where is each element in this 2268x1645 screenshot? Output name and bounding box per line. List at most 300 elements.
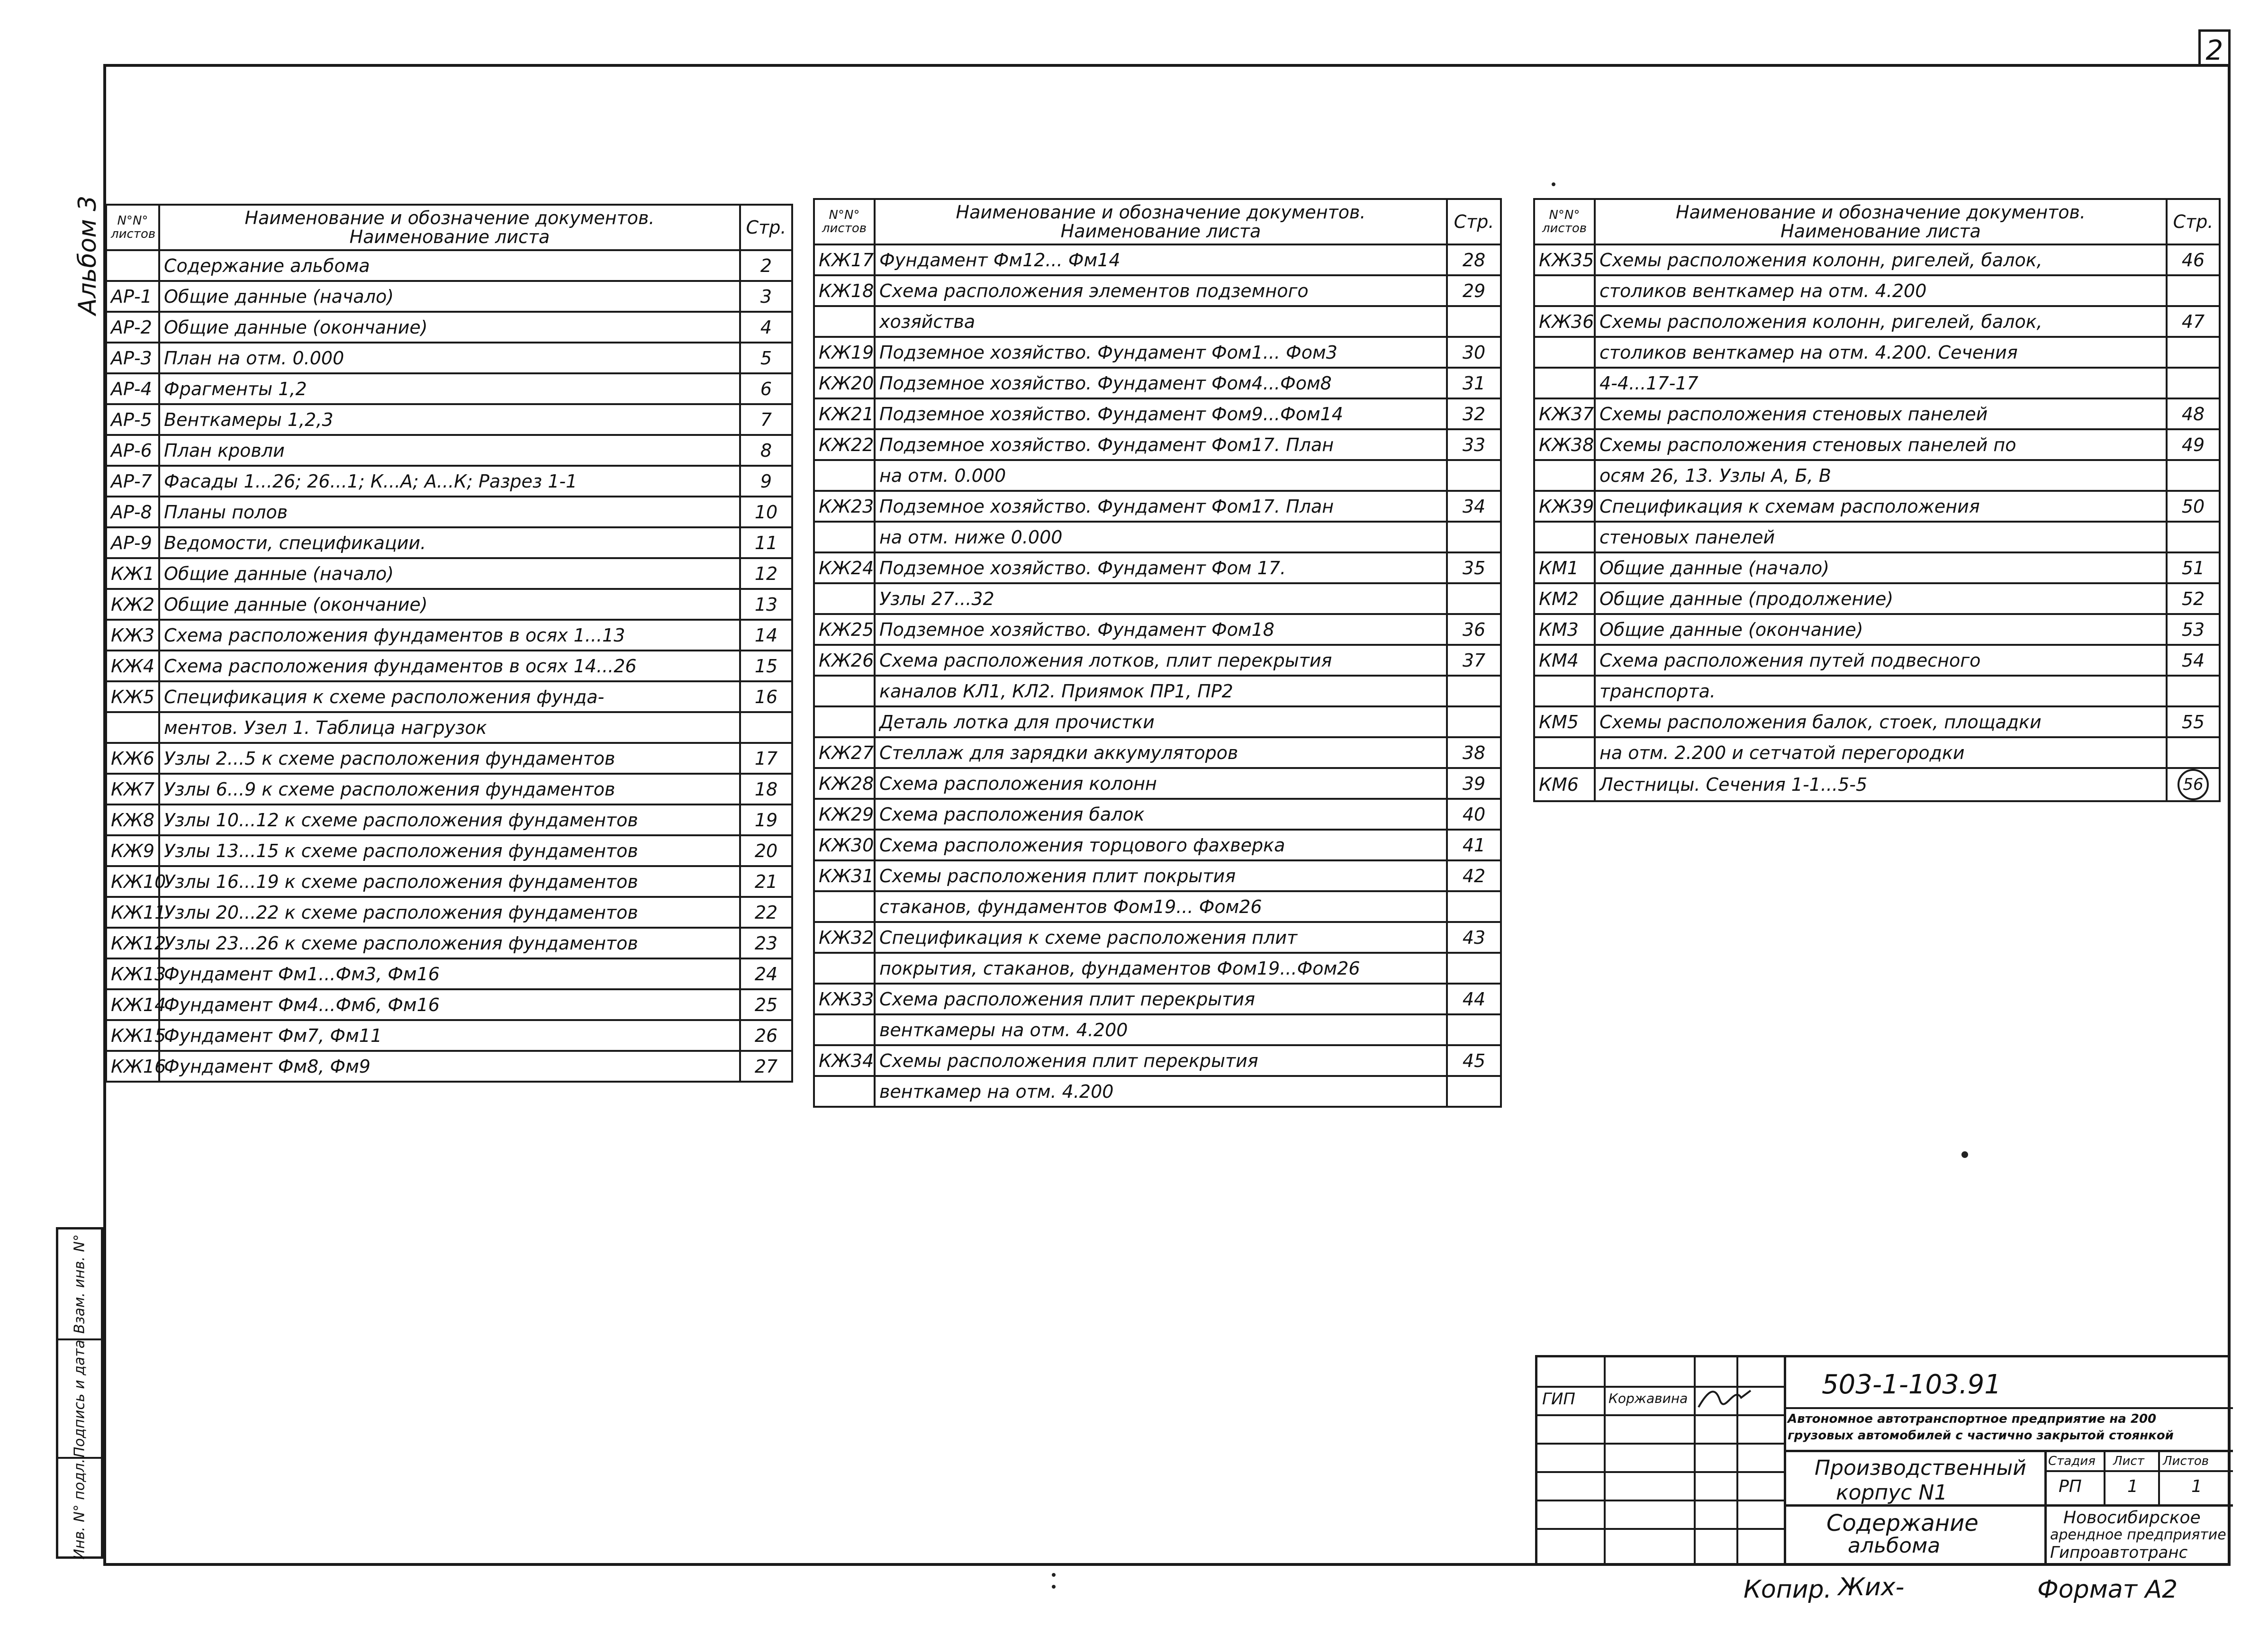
sheet-name: Узлы 2...5 к схеме расположения фундаментов <box>159 743 740 774</box>
sheet-name: Схемы расположения колонн, ригелей, балок, <box>1595 244 2167 275</box>
table-row <box>106 712 792 743</box>
sheet-name: Схемы расположения плит покрытия <box>875 860 1447 891</box>
header-num: N°N° листов <box>106 205 159 250</box>
sheet-name: Схема расположения плит перекрытия <box>875 984 1447 1014</box>
sheet-page: 13 <box>740 589 792 620</box>
sheet-code: КЖ8 <box>106 804 159 835</box>
scan-speck <box>1052 1573 1056 1577</box>
sheet-page <box>2167 368 2220 398</box>
scan-speck <box>1552 182 1555 186</box>
table-row <box>814 706 1501 737</box>
signature-mark <box>1696 1381 1753 1414</box>
sheet-code: КМ2 <box>1534 583 1595 614</box>
sheet-name: хозяйства <box>875 306 1447 337</box>
sheet-page: 15 <box>740 651 792 681</box>
sheet-name: Фасады 1...26; 26...1; К...А; А...К; Разрез 1-1 <box>159 466 740 497</box>
sheet-name: Общие данные (начало) <box>159 281 740 312</box>
sheet-name: Фундамент Фм4...Фм6, Фм16 <box>159 989 740 1020</box>
sheet-name: стаканов, фундаментов Фом19... Фом26 <box>875 891 1447 922</box>
table-row <box>106 558 792 589</box>
sheet-name: Общие данные (начало) <box>159 558 740 589</box>
sheet-code <box>1534 337 1595 368</box>
sheet-code: КЖ19 <box>814 337 875 368</box>
sheet-code: КМ4 <box>1534 645 1595 676</box>
header-name: Наименование и обозначение документов. Наименование листа <box>875 199 1447 244</box>
sheet-page: 44 <box>1447 984 1501 1014</box>
sheet-name: Ведомости, спецификации. <box>159 527 740 558</box>
album-label: Альбом 3 <box>73 195 102 315</box>
table-row <box>106 527 792 558</box>
table-row <box>1534 491 2220 522</box>
doc-title-line-2: альбома <box>1848 1534 1941 1558</box>
sheet-name: на отм. ниже 0.000 <box>875 522 1447 552</box>
table-row <box>1534 676 2220 706</box>
sheet-page: 10 <box>740 497 792 527</box>
sheet-code: КЖ35 <box>1534 244 1595 275</box>
sheet-code: КЖ24 <box>814 552 875 583</box>
sheet-page <box>1447 522 1501 552</box>
doc-title-line-1: Содержание <box>1826 1510 1979 1537</box>
sheet-name: План кровли <box>159 435 740 466</box>
org-line-3: Гипроавтотранс <box>2050 1543 2188 1562</box>
sheet-number: 2 <box>2198 29 2231 66</box>
sheet-name: Схема расположения путей подвесного <box>1595 645 2167 676</box>
sheet-name: венткамеры на отм. 4.200 <box>875 1014 1447 1045</box>
copied-signature: Жих- <box>1838 1573 1905 1601</box>
sheet-code <box>814 676 875 706</box>
table-row <box>106 866 792 897</box>
sheet-name: на отм. 2.200 и сетчатой перегородки <box>1595 737 2167 768</box>
table-row <box>1534 306 2220 337</box>
org-line-2: арендное предприятие <box>2050 1527 2226 1543</box>
sheet-page: 40 <box>1447 799 1501 830</box>
sheet-page: 53 <box>2167 614 2220 645</box>
table-row <box>106 681 792 712</box>
sheet-name: покрытия, стаканов, фундаментов Фом19...Фом26 <box>875 953 1447 984</box>
table-row <box>814 398 1501 429</box>
sheet-code: КЖ37 <box>1534 398 1595 429</box>
table-row <box>814 799 1501 830</box>
sheet-code <box>814 891 875 922</box>
table-row <box>106 589 792 620</box>
sheet-code <box>106 712 159 743</box>
sheet-page: 36 <box>1447 614 1501 645</box>
table-row <box>814 429 1501 460</box>
header-name: Наименование и обозначение документов. Наименование листа <box>1595 199 2167 244</box>
sheet-name: Общие данные (продолжение) <box>1595 583 2167 614</box>
sheet-name: Планы полов <box>159 497 740 527</box>
sheet-page: 29 <box>1447 275 1501 306</box>
sheet-code: КМ6 <box>1534 768 1595 801</box>
sheet-name: Общие данные (окончание) <box>159 589 740 620</box>
sheet-code: АР-8 <box>106 497 159 527</box>
sheet-page <box>1447 1014 1501 1045</box>
sheet-page: 12 <box>740 558 792 589</box>
sheet-code: КЖ22 <box>814 429 875 460</box>
sheet-page: 27 <box>740 1051 792 1082</box>
table-row <box>814 306 1501 337</box>
sheet-code: КЖ15 <box>106 1020 159 1051</box>
sheet-code: КМ3 <box>1534 614 1595 645</box>
table-row <box>106 620 792 651</box>
table-row <box>814 953 1501 984</box>
sheet-page <box>1447 306 1501 337</box>
table-row <box>814 891 1501 922</box>
sheet-page: 45 <box>1447 1045 1501 1076</box>
table-row <box>106 281 792 312</box>
table-row <box>814 676 1501 706</box>
sheet-page: 54 <box>2167 645 2220 676</box>
table-row <box>106 404 792 435</box>
sheet-name: Подземное хозяйство. Фундамент Фом4...Фом8 <box>875 368 1447 398</box>
sheet-name: 4-4...17-17 <box>1595 368 2167 398</box>
sheet-name: на отм. 0.000 <box>875 460 1447 491</box>
sheet-name: Схема расположения фундаментов в осях 1...13 <box>159 620 740 651</box>
header-page: Стр. <box>740 205 792 250</box>
sheet-page: 25 <box>740 989 792 1020</box>
sheet-code: КЖ9 <box>106 835 159 866</box>
sheet-page: 41 <box>1447 830 1501 860</box>
sheet-name: стеновых панелей <box>1595 522 2167 552</box>
sheet-page <box>2167 676 2220 706</box>
table-row <box>106 312 792 343</box>
sheet-code: КЖ18 <box>814 275 875 306</box>
scan-speck <box>1961 1151 1968 1158</box>
sheet-page: 34 <box>1447 491 1501 522</box>
table-row <box>1534 244 2220 275</box>
sheet-code: КЖ31 <box>814 860 875 891</box>
stamp-cell-signature: Подпись и дата <box>58 1338 101 1457</box>
format-label: Формат А2 <box>2037 1575 2178 1604</box>
sheet-code: КМ1 <box>1534 552 1595 583</box>
sheet-page: 4 <box>740 312 792 343</box>
header-page: Стр. <box>2167 199 2220 244</box>
sheet-page: 19 <box>740 804 792 835</box>
sheet-page: 49 <box>2167 429 2220 460</box>
sheets-value: 1 <box>2191 1477 2202 1496</box>
sheet-name: Узлы 13...15 к схеме расположения фундаментов <box>159 835 740 866</box>
sheet-code: АР-2 <box>106 312 159 343</box>
table-row <box>106 343 792 373</box>
table-row <box>814 460 1501 491</box>
table-row <box>814 244 1501 275</box>
sheets-label: Листов <box>2163 1454 2209 1468</box>
sheet-name: Схема расположения элементов подземного <box>875 275 1447 306</box>
sheet-code: КЖ39 <box>1534 491 1595 522</box>
sheet-code: КЖ33 <box>814 984 875 1014</box>
header-num: N°N° листов <box>1534 199 1595 244</box>
sheet-page <box>1447 891 1501 922</box>
sheet-code: АР-7 <box>106 466 159 497</box>
sheet-code: КЖ32 <box>814 922 875 953</box>
sheet-code: КЖ36 <box>1534 306 1595 337</box>
sheet-name: Содержание альбома <box>159 250 740 281</box>
table-row <box>1534 583 2220 614</box>
table-row <box>106 466 792 497</box>
sheet-name: Спецификация к схеме расположения плит <box>875 922 1447 953</box>
sheet-name: Узлы 16...19 к схеме расположения фундаментов <box>159 866 740 897</box>
header-page: Стр. <box>1447 199 1501 244</box>
sheet-page: 9 <box>740 466 792 497</box>
sheet-page <box>2167 337 2220 368</box>
sheet-page <box>1447 676 1501 706</box>
sheet-name: Фрагменты 1,2 <box>159 373 740 404</box>
sheet-name: Стеллаж для зарядки аккумуляторов <box>875 737 1447 768</box>
table-header <box>106 205 792 250</box>
sheet-name: Спецификация к схеме расположения фунда- <box>159 681 740 712</box>
sheet-code: КЖ4 <box>106 651 159 681</box>
sheet-page: 28 <box>1447 244 1501 275</box>
table-row <box>1534 275 2220 306</box>
sheet-name: Фундамент Фм8, Фм9 <box>159 1051 740 1082</box>
sheet-name: Подземное хозяйство. Фундамент Фом18 <box>875 614 1447 645</box>
sheet-page: 39 <box>1447 768 1501 799</box>
table-row <box>814 645 1501 676</box>
sheet-code: КЖ28 <box>814 768 875 799</box>
sheet-code: КЖ21 <box>814 398 875 429</box>
sheet-name: Общие данные (окончание) <box>159 312 740 343</box>
sheet-code: КЖ38 <box>1534 429 1595 460</box>
table-row <box>106 989 792 1020</box>
sheet-page: 20 <box>740 835 792 866</box>
table-row <box>1534 768 2220 801</box>
sheet-code: КЖ12 <box>106 928 159 958</box>
sheet-code: АР-1 <box>106 281 159 312</box>
sheet-page: 26 <box>740 1020 792 1051</box>
sheet-name: транспорта. <box>1595 676 2167 706</box>
table-row <box>814 737 1501 768</box>
sheet-name: Фундамент Фм12... Фм14 <box>875 244 1447 275</box>
sheet-page: 43 <box>1447 922 1501 953</box>
header-num: N°N° листов <box>814 199 875 244</box>
table-row <box>814 275 1501 306</box>
sheet-name: Подземное хозяйство. Фундамент Фом1... Фом3 <box>875 337 1447 368</box>
sheet-code: КЖ34 <box>814 1045 875 1076</box>
table-row <box>1534 645 2220 676</box>
sheet-name: Фундамент Фм1...Фм3, Фм16 <box>159 958 740 989</box>
sheet-page: 8 <box>740 435 792 466</box>
table-row <box>814 583 1501 614</box>
sheet-code <box>1534 522 1595 552</box>
sheet-code <box>814 706 875 737</box>
table-row <box>814 984 1501 1014</box>
table-row <box>1534 368 2220 398</box>
table-row <box>814 1076 1501 1107</box>
sheet-page: 38 <box>1447 737 1501 768</box>
sheet-code: КЖ13 <box>106 958 159 989</box>
table-header <box>1534 199 2220 244</box>
sheet-name: столиков венткамер на отм. 4.200. Сечения <box>1595 337 2167 368</box>
sheet-page: 35 <box>1447 552 1501 583</box>
sheet-page: 14 <box>740 620 792 651</box>
sheet-code: КЖ20 <box>814 368 875 398</box>
sheet-code: АР-6 <box>106 435 159 466</box>
sheet-page: 6 <box>740 373 792 404</box>
table-row <box>814 337 1501 368</box>
sheet-code <box>814 306 875 337</box>
sheet-page: 2 <box>740 250 792 281</box>
sheet-code <box>1534 676 1595 706</box>
sheet-page: 11 <box>740 527 792 558</box>
sheet-name: Узлы 10...12 к схеме расположения фундаментов <box>159 804 740 835</box>
sheet-code: АР-3 <box>106 343 159 373</box>
sheet-name: Венткамеры 1,2,3 <box>159 404 740 435</box>
table-row <box>1534 398 2220 429</box>
sheet-value: 1 <box>2127 1477 2138 1496</box>
sheet-name: Схемы расположения колонн, ригелей, балок, <box>1595 306 2167 337</box>
table-row <box>106 497 792 527</box>
circled-page-number: 56 <box>2178 769 2209 800</box>
sheet-code: КЖ16 <box>106 1051 159 1082</box>
sheet-page: 18 <box>740 774 792 804</box>
table-row <box>106 774 792 804</box>
person-name: Коржавина <box>1608 1391 1688 1406</box>
sheet-page <box>1447 706 1501 737</box>
scan-speck <box>1052 1585 1056 1589</box>
sheet-code: КЖ6 <box>106 743 159 774</box>
table-row <box>106 1020 792 1051</box>
sheet-code <box>814 1076 875 1107</box>
sheet-code <box>814 1014 875 1045</box>
table-row <box>106 743 792 774</box>
table-row <box>106 897 792 928</box>
project-line-1: Автономное автотранспортное предприятие на 200 <box>1788 1412 2157 1426</box>
sheet-name: Узлы 27...32 <box>875 583 1447 614</box>
table-row <box>1534 460 2220 491</box>
sheet-page: 22 <box>740 897 792 928</box>
sheet-code: КЖ2 <box>106 589 159 620</box>
sheet-name: Схема расположения балок <box>875 799 1447 830</box>
sheet-page <box>2167 737 2220 768</box>
sheet-page: 30 <box>1447 337 1501 368</box>
sheet-page <box>2167 522 2220 552</box>
table-row <box>814 1014 1501 1045</box>
sheet-name: Подземное хозяйство. Фундамент Фом 17. <box>875 552 1447 583</box>
sheet-page <box>1447 1076 1501 1107</box>
sheet-code: КЖ25 <box>814 614 875 645</box>
sheet-name: каналов КЛ1, КЛ2. Приямок ПР1, ПР2 <box>875 676 1447 706</box>
contents-table-1 <box>105 204 793 1083</box>
sheet-page: 16 <box>740 681 792 712</box>
table-row <box>814 614 1501 645</box>
table-row <box>1534 337 2220 368</box>
sheet-name: План на отм. 0.000 <box>159 343 740 373</box>
sheet-page: 31 <box>1447 368 1501 398</box>
sheet-code <box>106 250 159 281</box>
table-row <box>814 552 1501 583</box>
table-row <box>814 368 1501 398</box>
table-row <box>106 435 792 466</box>
sheet-name: Подземное хозяйство. Фундамент Фом9...Фом14 <box>875 398 1447 429</box>
sheet-code: КЖ17 <box>814 244 875 275</box>
document-code: 503-1-103.91 <box>1822 1369 2001 1400</box>
copied-label: Копир. <box>1744 1575 1832 1604</box>
sheet-page: 51 <box>2167 552 2220 583</box>
sheet-name: Схемы расположения балок, стоек, площадки <box>1595 706 2167 737</box>
sheet-page: 3 <box>740 281 792 312</box>
sheet-code: КЖ23 <box>814 491 875 522</box>
building-line-2: корпус N1 <box>1836 1481 1948 1505</box>
table-row <box>1534 552 2220 583</box>
sheet-name: Схемы расположения плит перекрытия <box>875 1045 1447 1076</box>
sheet-name: Подземное хозяйство. Фундамент Фом17. План <box>875 429 1447 460</box>
sheet-page: 46 <box>2167 244 2220 275</box>
table-row <box>814 491 1501 522</box>
table-row <box>106 958 792 989</box>
table-row <box>814 522 1501 552</box>
sheet-name: Деталь лотка для прочистки <box>875 706 1447 737</box>
side-stamp <box>56 1227 103 1559</box>
sheet-code: КЖ11 <box>106 897 159 928</box>
sheet-code: КЖ14 <box>106 989 159 1020</box>
sheet-code: КЖ10 <box>106 866 159 897</box>
sheet-page: 50 <box>2167 491 2220 522</box>
header-name: Наименование и обозначение документов. Наименование листа <box>159 205 740 250</box>
sheet-code <box>814 953 875 984</box>
sheet-page <box>2167 768 2220 801</box>
sheet-code <box>814 522 875 552</box>
sheet-code <box>1534 275 1595 306</box>
sheet-code <box>1534 460 1595 491</box>
sheet-code: КЖ30 <box>814 830 875 860</box>
sheet-name: Схема расположения фундаментов в осях 14...26 <box>159 651 740 681</box>
sheet-page: 21 <box>740 866 792 897</box>
sheet-code: АР-9 <box>106 527 159 558</box>
sheet-page: 32 <box>1447 398 1501 429</box>
table-row <box>814 1045 1501 1076</box>
sheet-name: Общие данные (начало) <box>1595 552 2167 583</box>
sheet-name: осям 26, 13. Узлы А, Б, В <box>1595 460 2167 491</box>
stamp-cell-replaced: Взам. инв. N° <box>71 1234 88 1334</box>
sheet-page: 37 <box>1447 645 1501 676</box>
sheet-name: Общие данные (окончание) <box>1595 614 2167 645</box>
sheet-code <box>1534 737 1595 768</box>
sheet-code: КМ5 <box>1534 706 1595 737</box>
table-row <box>814 830 1501 860</box>
table-row <box>106 804 792 835</box>
sheet-label: Лист <box>2113 1454 2144 1468</box>
sheet-name: Схема расположения лотков, плит перекрытия <box>875 645 1447 676</box>
sheet-code: КЖ5 <box>106 681 159 712</box>
sheet-name: Узлы 6...9 к схеме расположения фундаментов <box>159 774 740 804</box>
sheet-code <box>814 460 875 491</box>
sheet-name: Подземное хозяйство. Фундамент Фом17. План <box>875 491 1447 522</box>
project-line-2: грузовых автомобилей с частично закрытой стоянкой <box>1788 1428 2174 1443</box>
sheet-page <box>2167 275 2220 306</box>
sheet-name: венткамер на отм. 4.200 <box>875 1076 1447 1107</box>
sheet-code: АР-4 <box>106 373 159 404</box>
sheet-name: Схема расположения торцового фахверка <box>875 830 1447 860</box>
sheet-page: 47 <box>2167 306 2220 337</box>
stamp-cell-inventory: Инв. N° подл. <box>58 1457 101 1559</box>
table-row <box>814 922 1501 953</box>
table-row <box>106 250 792 281</box>
sheet-code: КЖ3 <box>106 620 159 651</box>
sheet-page: 48 <box>2167 398 2220 429</box>
sheet-name: Схема расположения колонн <box>875 768 1447 799</box>
sheet-code <box>814 583 875 614</box>
sheet-code: КЖ27 <box>814 737 875 768</box>
title-block <box>1535 1355 2231 1566</box>
sheet-page <box>1447 583 1501 614</box>
sheet-code: КЖ1 <box>106 558 159 589</box>
table-row <box>106 835 792 866</box>
table-row <box>106 373 792 404</box>
sheet-page: 55 <box>2167 706 2220 737</box>
sheet-page: 52 <box>2167 583 2220 614</box>
sheet-page <box>2167 460 2220 491</box>
contents-table-3 <box>1533 198 2221 802</box>
